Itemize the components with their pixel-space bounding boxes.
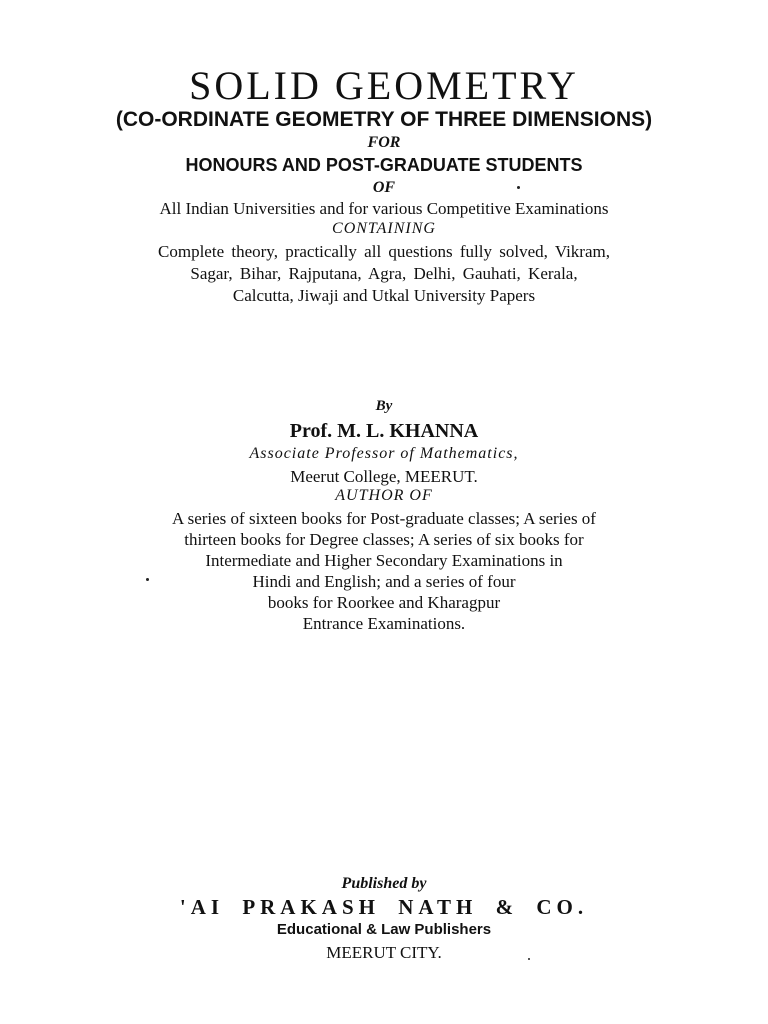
scan-speck xyxy=(528,958,530,960)
audience-line: HONOURS AND POST-GRADUATE STUDENTS xyxy=(185,155,583,175)
author-college: Meerut College, MEERUT. xyxy=(290,467,478,486)
author-name: Prof. M. L. KHANNA xyxy=(289,420,479,442)
contents-line: Calcutta, Jiwaji and Utkal University Papers xyxy=(232,286,536,305)
series-line: Entrance Examinations. xyxy=(302,614,466,633)
containing-label: CONTAINING xyxy=(332,220,436,237)
publisher-city: MEERUT CITY. xyxy=(326,943,442,962)
series-line: Hindi and English; and a series of four xyxy=(252,572,516,591)
of-label: OF xyxy=(372,179,396,196)
scan-speck xyxy=(517,186,520,189)
publisher-name: 'AI PRAKASH NATH & CO. xyxy=(179,895,589,919)
by-label: By xyxy=(375,398,393,414)
scan-speck xyxy=(146,578,149,581)
book-subtitle: (CO-ORDINATE GEOMETRY OF THREE DIMENSIONS) xyxy=(115,108,653,131)
series-line: Intermediate and Higher Secondary Examinations in xyxy=(205,551,563,570)
series-line: thirteen books for Degree classes; A series of six books for xyxy=(184,530,584,549)
universities-line: All Indian Universities and for various Competitive Examinations xyxy=(159,199,609,218)
publisher-tagline: Educational & Law Publishers xyxy=(276,921,492,938)
series-line: A series of sixteen books for Post-graduate classes; A series of xyxy=(172,509,596,528)
contents-line: Complete theory, practically all questions fully solved, Vikram, xyxy=(158,242,610,261)
for-label: FOR xyxy=(367,134,401,151)
series-line: books for Roorkee and Kharagpur xyxy=(267,593,501,612)
published-by-label: Published by xyxy=(341,875,427,892)
book-title: SOLID GEOMETRY xyxy=(189,63,579,108)
author-of-label: AUTHOR OF xyxy=(335,487,433,504)
author-position: Associate Professor of Mathematics, xyxy=(249,445,519,462)
contents-line: Sagar, Bihar, Rajputana, Agra, Delhi, Gauhati, Kerala, xyxy=(190,264,578,283)
